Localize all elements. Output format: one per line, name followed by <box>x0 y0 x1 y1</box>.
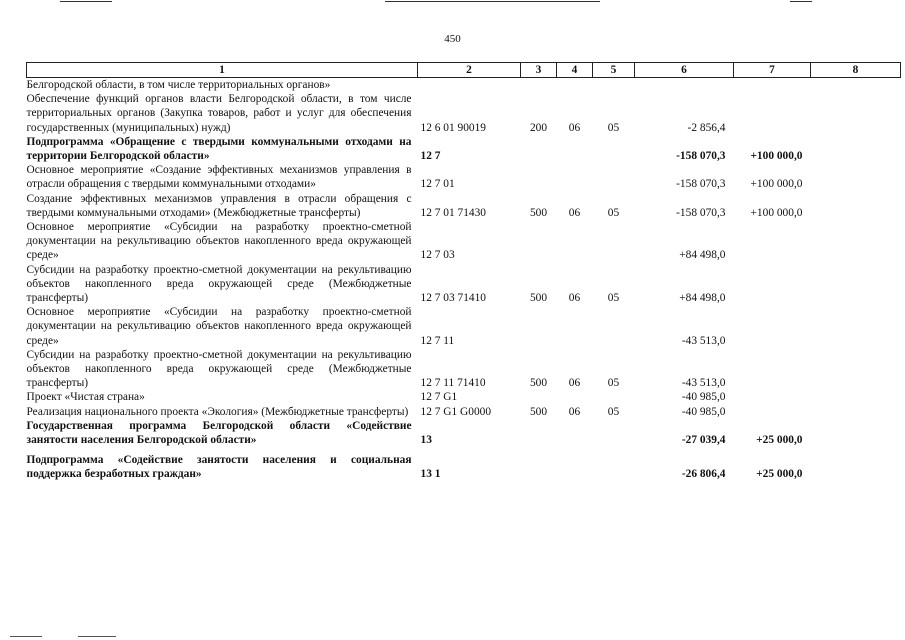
row-code-cell: 12 7 11 71410 <box>420 377 486 390</box>
row-name-cell: Проект «Чистая страна» <box>26 391 145 404</box>
row-col3-cell: 500 <box>529 292 548 305</box>
row-col7-cell <box>734 263 811 306</box>
row-col7-cell: +100 000,0 <box>750 150 803 163</box>
row-code-cell: 13 1 <box>420 468 441 481</box>
row-col8-cell <box>811 263 901 306</box>
row-name-cell: Субсидии на разработку проектно-сметной документации на рекультивацию объектов накопленного вреда окружающей среде (Межбюджетные трансферты) <box>26 348 412 390</box>
table-row <box>27 135 901 163</box>
row-col8-cell <box>811 405 901 419</box>
row-name-cell: Основное мероприятие «Субсидии на разработку проектно-сметной документации на рекультивацию объектов накопленного вреда окружающей среде» <box>26 306 412 347</box>
row-col6-cell: -43 513,0 <box>681 334 726 347</box>
table-row <box>27 447 901 481</box>
row-col6-cell: -40 985,0 <box>681 405 726 418</box>
column-header-8: 8 <box>811 63 901 78</box>
row-col6-cell: +84 498,0 <box>679 292 726 305</box>
row-name-cell: Субсидии на разработку проектно-сметной документации на рекультивацию объектов накопленного вреда окружающей среде (Межбюджетные трансферты) <box>26 263 412 305</box>
row-name-cell: Подпрограмма «Обращение с твердыми коммунальными отходами на территории Белгородской области» <box>26 135 412 163</box>
row-col6-cell: -2 856,4 <box>687 121 726 134</box>
table-row <box>27 78 901 93</box>
top-rule-right <box>790 1 812 2</box>
row-col3-cell <box>521 305 557 348</box>
row-name-cell: Государственная программа Белгородской области «Содействие занятости населения Белгородской области» <box>26 419 412 447</box>
row-col7-cell: +100 000,0 <box>750 206 803 219</box>
row-col4-cell <box>557 163 593 191</box>
bottom-rule-left <box>10 636 42 637</box>
row-name-cell: Основное мероприятие «Субсидии на разработку проектно-сметной документации на рекультивацию объектов накопленного вреда окружающей среде» <box>26 221 412 262</box>
page-number: 450 <box>444 33 461 45</box>
table-body <box>27 78 901 482</box>
row-name-cell: Основное мероприятие «Создание эффективных механизмов управления в отрасли обращения с твердыми коммунальными отходами» <box>26 164 412 191</box>
row-col3-cell <box>521 220 557 263</box>
row-col3-cell: 500 <box>529 405 548 418</box>
row-col7-cell: +25 000,0 <box>756 434 803 447</box>
row-col4-cell <box>557 220 593 263</box>
row-col8-cell <box>811 447 901 481</box>
row-code-cell: 12 7 G1 <box>420 391 458 404</box>
row-col3-cell <box>521 390 557 404</box>
row-col7-cell <box>734 92 811 135</box>
row-col6-cell: +84 498,0 <box>679 249 726 262</box>
row-col4-cell <box>557 78 593 93</box>
row-col4-cell <box>557 419 593 447</box>
row-col8-cell <box>811 419 901 447</box>
row-code-cell <box>418 78 521 93</box>
row-code-cell: 12 6 01 90019 <box>420 121 486 134</box>
top-rule-left <box>60 1 112 2</box>
table-row <box>27 192 901 220</box>
row-col3-cell <box>521 419 557 447</box>
column-header-1: 1 <box>27 63 418 78</box>
row-col8-cell <box>811 135 901 163</box>
table-row <box>27 263 901 306</box>
row-col4-cell: 06 <box>568 377 581 390</box>
row-name-cell: Реализация национального проекта «Экология» (Межбюджетные трансферты) <box>26 405 409 418</box>
row-col8-cell <box>811 348 901 391</box>
row-col5-cell <box>593 135 635 163</box>
table-row <box>27 305 901 348</box>
row-name-cell: Создание эффективных механизмов управления в отрасли обращения с твердыми коммунальными отходами» (Межбюджетные трансферты) <box>26 192 412 219</box>
row-col4-cell <box>557 305 593 348</box>
row-col8-cell <box>811 163 901 191</box>
row-col5-cell <box>593 305 635 348</box>
table-row <box>27 405 901 419</box>
row-col7-cell <box>734 405 811 419</box>
row-col4-cell <box>557 135 593 163</box>
row-col6-cell <box>635 78 734 93</box>
row-col6-cell: -158 070,3 <box>676 178 726 191</box>
row-code-cell: 13 <box>420 434 432 447</box>
row-col8-cell <box>811 78 901 93</box>
row-col5-cell: 05 <box>607 405 620 418</box>
row-col3-cell: 500 <box>529 377 548 390</box>
row-col3-cell <box>521 163 557 191</box>
row-col3-cell <box>521 447 557 481</box>
row-col4-cell <box>557 390 593 404</box>
row-col5-cell: 05 <box>607 292 620 305</box>
row-code-cell: 12 7 01 71430 <box>420 206 486 219</box>
row-col8-cell <box>811 390 901 404</box>
row-col5-cell <box>593 163 635 191</box>
row-col6-cell: -26 806,4 <box>681 468 726 481</box>
table-row <box>27 163 901 191</box>
row-col6-cell: -40 985,0 <box>681 391 726 404</box>
row-col5-cell <box>593 78 635 93</box>
row-col6-cell: -158 070,3 <box>676 150 726 163</box>
table-row <box>27 348 901 391</box>
column-header-4: 4 <box>557 63 593 78</box>
row-code-cell: 12 7 03 <box>420 249 455 262</box>
row-col7-cell: +100 000,0 <box>750 178 803 191</box>
row-code-cell: 12 7 03 71410 <box>420 292 486 305</box>
row-col5-cell <box>593 447 635 481</box>
header-row <box>27 63 901 78</box>
row-col5-cell: 05 <box>607 121 620 134</box>
row-col5-cell <box>593 390 635 404</box>
row-col7-cell <box>734 390 811 404</box>
row-col7-cell <box>734 305 811 348</box>
row-col4-cell <box>557 447 593 481</box>
row-col5-cell <box>593 220 635 263</box>
row-col6-cell: -158 070,3 <box>676 206 726 219</box>
row-col3-cell <box>521 78 557 93</box>
row-col7-cell <box>734 348 811 391</box>
table-row <box>27 92 901 135</box>
table-row <box>27 419 901 447</box>
row-col8-cell <box>811 220 901 263</box>
row-col4-cell: 06 <box>568 405 581 418</box>
row-code-cell: 12 7 01 <box>420 178 455 191</box>
row-col3-cell: 200 <box>529 121 548 134</box>
row-col7-cell <box>734 78 811 93</box>
top-rule-center <box>385 1 600 2</box>
column-header-7: 7 <box>734 63 811 78</box>
row-col8-cell <box>811 305 901 348</box>
row-col5-cell: 05 <box>607 206 620 219</box>
row-code-cell: 12 7 G1 G0000 <box>420 405 492 418</box>
row-col4-cell: 06 <box>568 206 581 219</box>
row-name-cell: Белгородской области, в том числе территориальных органов» <box>26 79 331 91</box>
row-col5-cell <box>593 419 635 447</box>
row-col7-cell <box>734 220 811 263</box>
row-name-cell: Обеспечение функций органов власти Белгородской области, в том числе территориальных органов (Закупка товаров, работ и услуг для обеспечения государственных (муниципальных) нужд) <box>26 93 412 134</box>
row-col8-cell <box>811 192 901 220</box>
column-header-5: 5 <box>593 63 635 78</box>
column-header-2: 2 <box>418 63 521 78</box>
row-code-cell: 12 7 11 <box>420 334 455 347</box>
column-header-6: 6 <box>635 63 734 78</box>
row-name-cell: Подпрограмма «Содействие занятости населения и социальная поддержка безработных граждан» <box>26 454 412 481</box>
table-row <box>27 390 901 404</box>
bottom-rule-center <box>78 636 116 637</box>
row-col6-cell: -43 513,0 <box>681 377 726 390</box>
row-code-cell: 12 7 <box>420 150 441 163</box>
row-col4-cell: 06 <box>568 121 581 134</box>
row-col6-cell: -27 039,4 <box>681 434 726 447</box>
row-col3-cell: 500 <box>529 206 548 219</box>
row-col7-cell: +25 000,0 <box>756 468 803 481</box>
column-header-3: 3 <box>521 63 557 78</box>
row-col5-cell: 05 <box>607 377 620 390</box>
budget-table <box>26 62 901 482</box>
row-col4-cell: 06 <box>568 292 581 305</box>
row-col8-cell <box>811 92 901 135</box>
table-row <box>27 220 901 263</box>
row-col3-cell <box>521 135 557 163</box>
